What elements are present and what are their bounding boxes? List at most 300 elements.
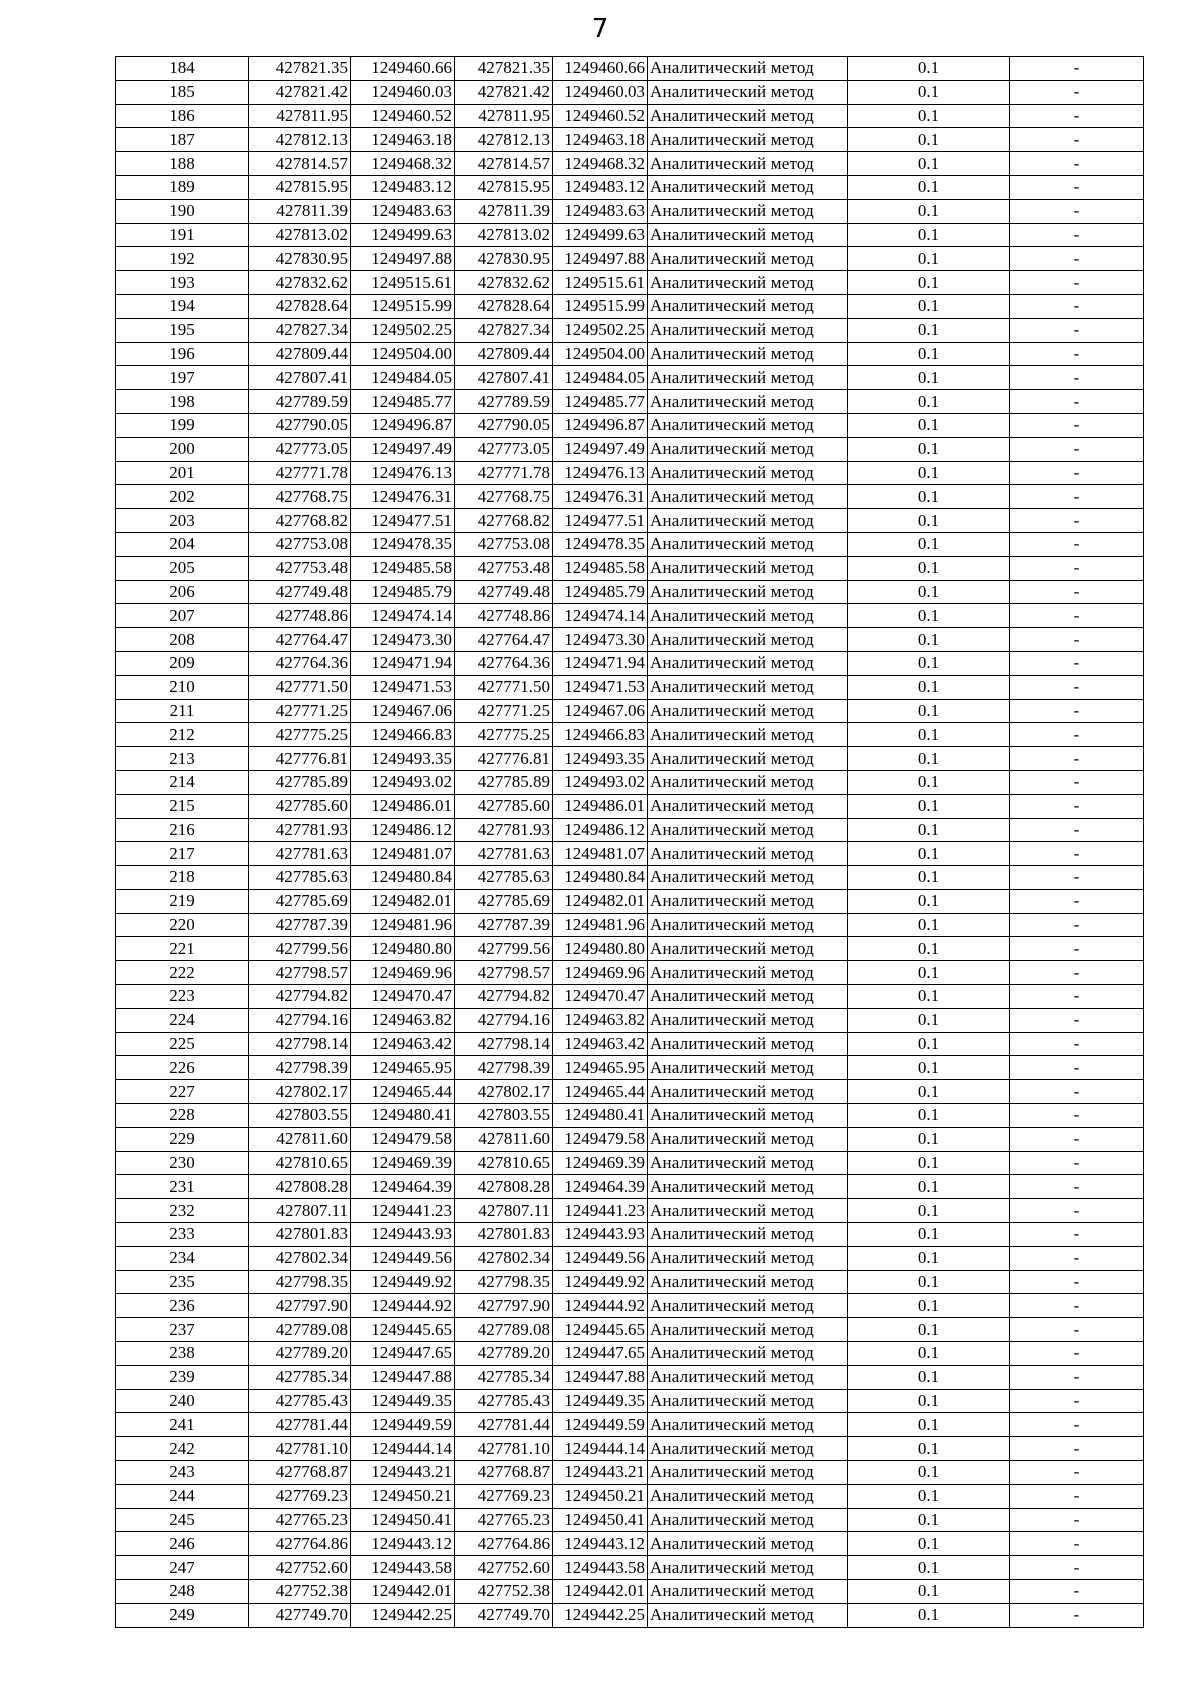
- x-coordinate-new-cell: 427809.44: [455, 342, 553, 366]
- y-coordinate-new-cell: 1249449.56: [553, 1246, 648, 1270]
- x-coordinate-new-cell: 427808.28: [455, 1175, 553, 1199]
- x-coordinate-new-cell: 427799.56: [455, 937, 553, 961]
- x-coordinate-new-cell: 427790.05: [455, 413, 553, 437]
- point-number-cell: 215: [116, 794, 249, 818]
- x-coordinate-cell: 427794.82: [249, 985, 351, 1009]
- y-coordinate-cell: 1249471.53: [351, 675, 455, 699]
- point-number-cell: 239: [116, 1365, 249, 1389]
- point-number-cell: 203: [116, 509, 249, 533]
- note-cell: -: [1010, 1246, 1144, 1270]
- accuracy-cell: 0.1: [848, 1127, 1010, 1151]
- accuracy-cell: 0.1: [848, 1080, 1010, 1104]
- y-coordinate-cell: 1249486.12: [351, 818, 455, 842]
- x-coordinate-cell: 427787.39: [249, 913, 351, 937]
- x-coordinate-cell: 427811.39: [249, 199, 351, 223]
- table-row: [116, 1532, 1144, 1556]
- method-cell: Аналитический метод: [648, 318, 848, 342]
- note-cell: -: [1010, 390, 1144, 414]
- table-body: [116, 57, 1144, 1628]
- point-number-cell: 190: [116, 199, 249, 223]
- x-coordinate-new-cell: 427830.95: [455, 247, 553, 271]
- accuracy-cell: 0.1: [848, 271, 1010, 295]
- point-number-cell: 219: [116, 889, 249, 913]
- point-number-cell: 246: [116, 1532, 249, 1556]
- accuracy-cell: 0.1: [848, 80, 1010, 104]
- y-coordinate-new-cell: 1249470.47: [553, 985, 648, 1009]
- x-coordinate-cell: 427797.90: [249, 1294, 351, 1318]
- y-coordinate-new-cell: 1249449.35: [553, 1389, 648, 1413]
- accuracy-cell: 0.1: [848, 104, 1010, 128]
- note-cell: -: [1010, 604, 1144, 628]
- x-coordinate-new-cell: 427798.57: [455, 961, 553, 985]
- note-cell: -: [1010, 675, 1144, 699]
- y-coordinate-new-cell: 1249486.12: [553, 818, 648, 842]
- method-cell: Аналитический метод: [648, 342, 848, 366]
- x-coordinate-new-cell: 427769.23: [455, 1484, 553, 1508]
- y-coordinate-cell: 1249460.03: [351, 80, 455, 104]
- method-cell: Аналитический метод: [648, 1389, 848, 1413]
- x-coordinate-cell: 427801.83: [249, 1223, 351, 1247]
- x-coordinate-cell: 427785.89: [249, 770, 351, 794]
- x-coordinate-cell: 427771.25: [249, 699, 351, 723]
- point-number-cell: 204: [116, 532, 249, 556]
- note-cell: -: [1010, 294, 1144, 318]
- x-coordinate-cell: 427807.41: [249, 366, 351, 390]
- x-coordinate-cell: 427811.60: [249, 1127, 351, 1151]
- y-coordinate-new-cell: 1249449.59: [553, 1413, 648, 1437]
- accuracy-cell: 0.1: [848, 818, 1010, 842]
- x-coordinate-new-cell: 427785.63: [455, 866, 553, 890]
- x-coordinate-new-cell: 427764.36: [455, 651, 553, 675]
- y-coordinate-new-cell: 1249497.49: [553, 437, 648, 461]
- table-row: [116, 913, 1144, 937]
- x-coordinate-cell: 427781.10: [249, 1437, 351, 1461]
- x-coordinate-cell: 427798.57: [249, 961, 351, 985]
- accuracy-cell: 0.1: [848, 318, 1010, 342]
- y-coordinate-new-cell: 1249485.58: [553, 556, 648, 580]
- x-coordinate-new-cell: 427785.69: [455, 889, 553, 913]
- x-coordinate-new-cell: 427789.08: [455, 1318, 553, 1342]
- point-number-cell: 227: [116, 1080, 249, 1104]
- accuracy-cell: 0.1: [848, 1532, 1010, 1556]
- method-cell: Аналитический метод: [648, 699, 848, 723]
- y-coordinate-cell: 1249480.84: [351, 866, 455, 890]
- point-number-cell: 228: [116, 1104, 249, 1128]
- x-coordinate-cell: 427812.13: [249, 128, 351, 152]
- table-row: [116, 628, 1144, 652]
- accuracy-cell: 0.1: [848, 1508, 1010, 1532]
- x-coordinate-cell: 427813.02: [249, 223, 351, 247]
- method-cell: Аналитический метод: [648, 842, 848, 866]
- table-row: [116, 461, 1144, 485]
- note-cell: -: [1010, 1151, 1144, 1175]
- table-row: [116, 175, 1144, 199]
- point-number-cell: 208: [116, 628, 249, 652]
- table-row: [116, 937, 1144, 961]
- y-coordinate-cell: 1249444.92: [351, 1294, 455, 1318]
- table-row: [116, 1389, 1144, 1413]
- y-coordinate-cell: 1249466.83: [351, 723, 455, 747]
- x-coordinate-cell: 427798.14: [249, 1032, 351, 1056]
- point-number-cell: 201: [116, 461, 249, 485]
- table-row: [116, 1508, 1144, 1532]
- y-coordinate-new-cell: 1249465.95: [553, 1056, 648, 1080]
- point-number-cell: 223: [116, 985, 249, 1009]
- point-number-cell: 214: [116, 770, 249, 794]
- accuracy-cell: 0.1: [848, 1389, 1010, 1413]
- accuracy-cell: 0.1: [848, 390, 1010, 414]
- table-row: [116, 1008, 1144, 1032]
- x-coordinate-cell: 427799.56: [249, 937, 351, 961]
- y-coordinate-cell: 1249463.42: [351, 1032, 455, 1056]
- method-cell: Аналитический метод: [648, 866, 848, 890]
- point-number-cell: 240: [116, 1389, 249, 1413]
- point-number-cell: 185: [116, 80, 249, 104]
- table-row: [116, 866, 1144, 890]
- y-coordinate-new-cell: 1249483.12: [553, 175, 648, 199]
- accuracy-cell: 0.1: [848, 366, 1010, 390]
- x-coordinate-cell: 427764.86: [249, 1532, 351, 1556]
- table-row: [116, 770, 1144, 794]
- table-row: [116, 580, 1144, 604]
- x-coordinate-new-cell: 427811.95: [455, 104, 553, 128]
- accuracy-cell: 0.1: [848, 556, 1010, 580]
- table-row: [116, 1056, 1144, 1080]
- y-coordinate-new-cell: 1249469.96: [553, 961, 648, 985]
- note-cell: -: [1010, 318, 1144, 342]
- y-coordinate-cell: 1249476.13: [351, 461, 455, 485]
- point-number-cell: 205: [116, 556, 249, 580]
- y-coordinate-cell: 1249497.88: [351, 247, 455, 271]
- point-number-cell: 242: [116, 1437, 249, 1461]
- table-row: [116, 794, 1144, 818]
- x-coordinate-new-cell: 427764.47: [455, 628, 553, 652]
- point-number-cell: 244: [116, 1484, 249, 1508]
- method-cell: Аналитический метод: [648, 223, 848, 247]
- note-cell: -: [1010, 1461, 1144, 1485]
- x-coordinate-new-cell: 427789.59: [455, 390, 553, 414]
- method-cell: Аналитический метод: [648, 1556, 848, 1580]
- y-coordinate-new-cell: 1249483.63: [553, 199, 648, 223]
- table-row: [116, 390, 1144, 414]
- note-cell: -: [1010, 509, 1144, 533]
- y-coordinate-cell: 1249460.52: [351, 104, 455, 128]
- table-row: [116, 152, 1144, 176]
- x-coordinate-new-cell: 427752.60: [455, 1556, 553, 1580]
- method-cell: Аналитический метод: [648, 675, 848, 699]
- x-coordinate-cell: 427749.48: [249, 580, 351, 604]
- x-coordinate-new-cell: 427821.35: [455, 57, 553, 81]
- table-row: [116, 1127, 1144, 1151]
- table-row: [116, 1151, 1144, 1175]
- method-cell: Аналитический метод: [648, 628, 848, 652]
- accuracy-cell: 0.1: [848, 57, 1010, 81]
- y-coordinate-cell: 1249515.61: [351, 271, 455, 295]
- point-number-cell: 188: [116, 152, 249, 176]
- note-cell: -: [1010, 413, 1144, 437]
- accuracy-cell: 0.1: [848, 937, 1010, 961]
- y-coordinate-new-cell: 1249442.01: [553, 1580, 648, 1604]
- point-number-cell: 194: [116, 294, 249, 318]
- x-coordinate-cell: 427790.05: [249, 413, 351, 437]
- y-coordinate-cell: 1249469.39: [351, 1151, 455, 1175]
- method-cell: Аналитический метод: [648, 1603, 848, 1627]
- method-cell: Аналитический метод: [648, 1127, 848, 1151]
- accuracy-cell: 0.1: [848, 1318, 1010, 1342]
- y-coordinate-new-cell: 1249443.58: [553, 1556, 648, 1580]
- accuracy-cell: 0.1: [848, 247, 1010, 271]
- table-row: [116, 1223, 1144, 1247]
- x-coordinate-new-cell: 427787.39: [455, 913, 553, 937]
- note-cell: -: [1010, 842, 1144, 866]
- y-coordinate-new-cell: 1249464.39: [553, 1175, 648, 1199]
- x-coordinate-new-cell: 427785.60: [455, 794, 553, 818]
- method-cell: Аналитический метод: [648, 413, 848, 437]
- note-cell: -: [1010, 1270, 1144, 1294]
- table-row: [116, 1199, 1144, 1223]
- x-coordinate-cell: 427803.55: [249, 1104, 351, 1128]
- x-coordinate-cell: 427748.86: [249, 604, 351, 628]
- note-cell: -: [1010, 770, 1144, 794]
- y-coordinate-new-cell: 1249466.83: [553, 723, 648, 747]
- accuracy-cell: 0.1: [848, 1270, 1010, 1294]
- y-coordinate-new-cell: 1249502.25: [553, 318, 648, 342]
- x-coordinate-new-cell: 427801.83: [455, 1223, 553, 1247]
- y-coordinate-new-cell: 1249493.35: [553, 747, 648, 771]
- x-coordinate-new-cell: 427749.70: [455, 1603, 553, 1627]
- x-coordinate-cell: 427830.95: [249, 247, 351, 271]
- note-cell: -: [1010, 128, 1144, 152]
- x-coordinate-new-cell: 427802.34: [455, 1246, 553, 1270]
- x-coordinate-cell: 427828.64: [249, 294, 351, 318]
- y-coordinate-cell: 1249485.79: [351, 580, 455, 604]
- accuracy-cell: 0.1: [848, 509, 1010, 533]
- x-coordinate-new-cell: 427807.11: [455, 1199, 553, 1223]
- method-cell: Аналитический метод: [648, 104, 848, 128]
- x-coordinate-new-cell: 427811.60: [455, 1127, 553, 1151]
- note-cell: -: [1010, 1580, 1144, 1604]
- point-number-cell: 184: [116, 57, 249, 81]
- table-row: [116, 889, 1144, 913]
- y-coordinate-new-cell: 1249476.13: [553, 461, 648, 485]
- x-coordinate-new-cell: 427781.10: [455, 1437, 553, 1461]
- method-cell: Аналитический метод: [648, 175, 848, 199]
- table-row: [116, 366, 1144, 390]
- note-cell: -: [1010, 1413, 1144, 1437]
- y-coordinate-new-cell: 1249515.61: [553, 271, 648, 295]
- method-cell: Аналитический метод: [648, 199, 848, 223]
- table-row: [116, 961, 1144, 985]
- x-coordinate-cell: 427753.08: [249, 532, 351, 556]
- y-coordinate-new-cell: 1249444.14: [553, 1437, 648, 1461]
- point-number-cell: 237: [116, 1318, 249, 1342]
- point-number-cell: 236: [116, 1294, 249, 1318]
- y-coordinate-new-cell: 1249515.99: [553, 294, 648, 318]
- y-coordinate-cell: 1249483.12: [351, 175, 455, 199]
- method-cell: Аналитический метод: [648, 1365, 848, 1389]
- table-row: [116, 1437, 1144, 1461]
- table-row: [116, 509, 1144, 533]
- x-coordinate-new-cell: 427773.05: [455, 437, 553, 461]
- x-coordinate-cell: 427789.08: [249, 1318, 351, 1342]
- y-coordinate-new-cell: 1249444.92: [553, 1294, 648, 1318]
- note-cell: -: [1010, 1056, 1144, 1080]
- x-coordinate-cell: 427752.60: [249, 1556, 351, 1580]
- page-number: 7: [591, 14, 609, 44]
- x-coordinate-cell: 427781.93: [249, 818, 351, 842]
- note-cell: -: [1010, 723, 1144, 747]
- point-number-cell: 229: [116, 1127, 249, 1151]
- y-coordinate-cell: 1249442.01: [351, 1580, 455, 1604]
- method-cell: Аналитический метод: [648, 770, 848, 794]
- x-coordinate-new-cell: 427781.63: [455, 842, 553, 866]
- method-cell: Аналитический метод: [648, 509, 848, 533]
- method-cell: Аналитический метод: [648, 461, 848, 485]
- table-row: [116, 675, 1144, 699]
- y-coordinate-new-cell: 1249486.01: [553, 794, 648, 818]
- table-row: [116, 1246, 1144, 1270]
- note-cell: -: [1010, 937, 1144, 961]
- y-coordinate-new-cell: 1249443.21: [553, 1461, 648, 1485]
- y-coordinate-cell: 1249450.41: [351, 1508, 455, 1532]
- y-coordinate-new-cell: 1249499.63: [553, 223, 648, 247]
- note-cell: -: [1010, 1104, 1144, 1128]
- note-cell: -: [1010, 271, 1144, 295]
- x-coordinate-cell: 427785.60: [249, 794, 351, 818]
- method-cell: Аналитический метод: [648, 1104, 848, 1128]
- method-cell: Аналитический метод: [648, 889, 848, 913]
- x-coordinate-cell: 427781.44: [249, 1413, 351, 1437]
- table-row: [116, 1080, 1144, 1104]
- point-number-cell: 202: [116, 485, 249, 509]
- method-cell: Аналитический метод: [648, 723, 848, 747]
- table-row: [116, 1603, 1144, 1627]
- y-coordinate-cell: 1249449.92: [351, 1270, 455, 1294]
- note-cell: -: [1010, 1484, 1144, 1508]
- table-row: [116, 1104, 1144, 1128]
- x-coordinate-new-cell: 427781.44: [455, 1413, 553, 1437]
- note-cell: -: [1010, 57, 1144, 81]
- x-coordinate-new-cell: 427807.41: [455, 366, 553, 390]
- accuracy-cell: 0.1: [848, 1556, 1010, 1580]
- point-number-cell: 213: [116, 747, 249, 771]
- x-coordinate-new-cell: 427827.34: [455, 318, 553, 342]
- note-cell: -: [1010, 818, 1144, 842]
- accuracy-cell: 0.1: [848, 152, 1010, 176]
- x-coordinate-new-cell: 427789.20: [455, 1342, 553, 1366]
- x-coordinate-cell: 427810.65: [249, 1151, 351, 1175]
- accuracy-cell: 0.1: [848, 1104, 1010, 1128]
- point-number-cell: 221: [116, 937, 249, 961]
- y-coordinate-cell: 1249497.49: [351, 437, 455, 461]
- note-cell: -: [1010, 223, 1144, 247]
- accuracy-cell: 0.1: [848, 985, 1010, 1009]
- table-row: [116, 747, 1144, 771]
- x-coordinate-cell: 427827.34: [249, 318, 351, 342]
- accuracy-cell: 0.1: [848, 1461, 1010, 1485]
- x-coordinate-new-cell: 427832.62: [455, 271, 553, 295]
- y-coordinate-cell: 1249481.96: [351, 913, 455, 937]
- table-row: [116, 699, 1144, 723]
- method-cell: Аналитический метод: [648, 366, 848, 390]
- point-number-cell: 206: [116, 580, 249, 604]
- y-coordinate-cell: 1249502.25: [351, 318, 455, 342]
- y-coordinate-cell: 1249443.93: [351, 1223, 455, 1247]
- method-cell: Аналитический метод: [648, 1294, 848, 1318]
- y-coordinate-cell: 1249476.31: [351, 485, 455, 509]
- table-row: [116, 485, 1144, 509]
- x-coordinate-cell: 427768.75: [249, 485, 351, 509]
- y-coordinate-new-cell: 1249463.82: [553, 1008, 648, 1032]
- method-cell: Аналитический метод: [648, 247, 848, 271]
- point-number-cell: 198: [116, 390, 249, 414]
- note-cell: -: [1010, 1342, 1144, 1366]
- x-coordinate-cell: 427811.95: [249, 104, 351, 128]
- y-coordinate-cell: 1249463.18: [351, 128, 455, 152]
- x-coordinate-new-cell: 427821.42: [455, 80, 553, 104]
- y-coordinate-new-cell: 1249469.39: [553, 1151, 648, 1175]
- accuracy-cell: 0.1: [848, 1199, 1010, 1223]
- method-cell: Аналитический метод: [648, 985, 848, 1009]
- table-row: [116, 199, 1144, 223]
- note-cell: -: [1010, 1508, 1144, 1532]
- point-number-cell: 235: [116, 1270, 249, 1294]
- point-number-cell: 232: [116, 1199, 249, 1223]
- y-coordinate-cell: 1249441.23: [351, 1199, 455, 1223]
- note-cell: -: [1010, 1603, 1144, 1627]
- point-number-cell: 212: [116, 723, 249, 747]
- y-coordinate-cell: 1249477.51: [351, 509, 455, 533]
- point-number-cell: 186: [116, 104, 249, 128]
- point-number-cell: 247: [116, 1556, 249, 1580]
- table-row: [116, 318, 1144, 342]
- note-cell: -: [1010, 366, 1144, 390]
- y-coordinate-cell: 1249444.14: [351, 1437, 455, 1461]
- note-cell: -: [1010, 913, 1144, 937]
- y-coordinate-cell: 1249471.94: [351, 651, 455, 675]
- x-coordinate-new-cell: 427768.87: [455, 1461, 553, 1485]
- y-coordinate-new-cell: 1249473.30: [553, 628, 648, 652]
- accuracy-cell: 0.1: [848, 699, 1010, 723]
- y-coordinate-cell: 1249478.35: [351, 532, 455, 556]
- y-coordinate-new-cell: 1249471.53: [553, 675, 648, 699]
- method-cell: Аналитический метод: [648, 532, 848, 556]
- note-cell: -: [1010, 628, 1144, 652]
- y-coordinate-new-cell: 1249468.32: [553, 152, 648, 176]
- y-coordinate-new-cell: 1249474.14: [553, 604, 648, 628]
- table-row: [116, 1342, 1144, 1366]
- method-cell: Аналитический метод: [648, 1580, 848, 1604]
- y-coordinate-new-cell: 1249443.12: [553, 1532, 648, 1556]
- x-coordinate-cell: 427771.50: [249, 675, 351, 699]
- table-row: [116, 1318, 1144, 1342]
- note-cell: -: [1010, 1389, 1144, 1413]
- note-cell: -: [1010, 175, 1144, 199]
- y-coordinate-cell: 1249482.01: [351, 889, 455, 913]
- x-coordinate-cell: 427832.62: [249, 271, 351, 295]
- x-coordinate-new-cell: 427803.55: [455, 1104, 553, 1128]
- y-coordinate-cell: 1249515.99: [351, 294, 455, 318]
- x-coordinate-new-cell: 427771.50: [455, 675, 553, 699]
- x-coordinate-new-cell: 427771.78: [455, 461, 553, 485]
- accuracy-cell: 0.1: [848, 747, 1010, 771]
- note-cell: -: [1010, 1532, 1144, 1556]
- point-number-cell: 233: [116, 1223, 249, 1247]
- table-row: [116, 80, 1144, 104]
- x-coordinate-cell: 427768.87: [249, 1461, 351, 1485]
- x-coordinate-cell: 427769.23: [249, 1484, 351, 1508]
- point-number-cell: 225: [116, 1032, 249, 1056]
